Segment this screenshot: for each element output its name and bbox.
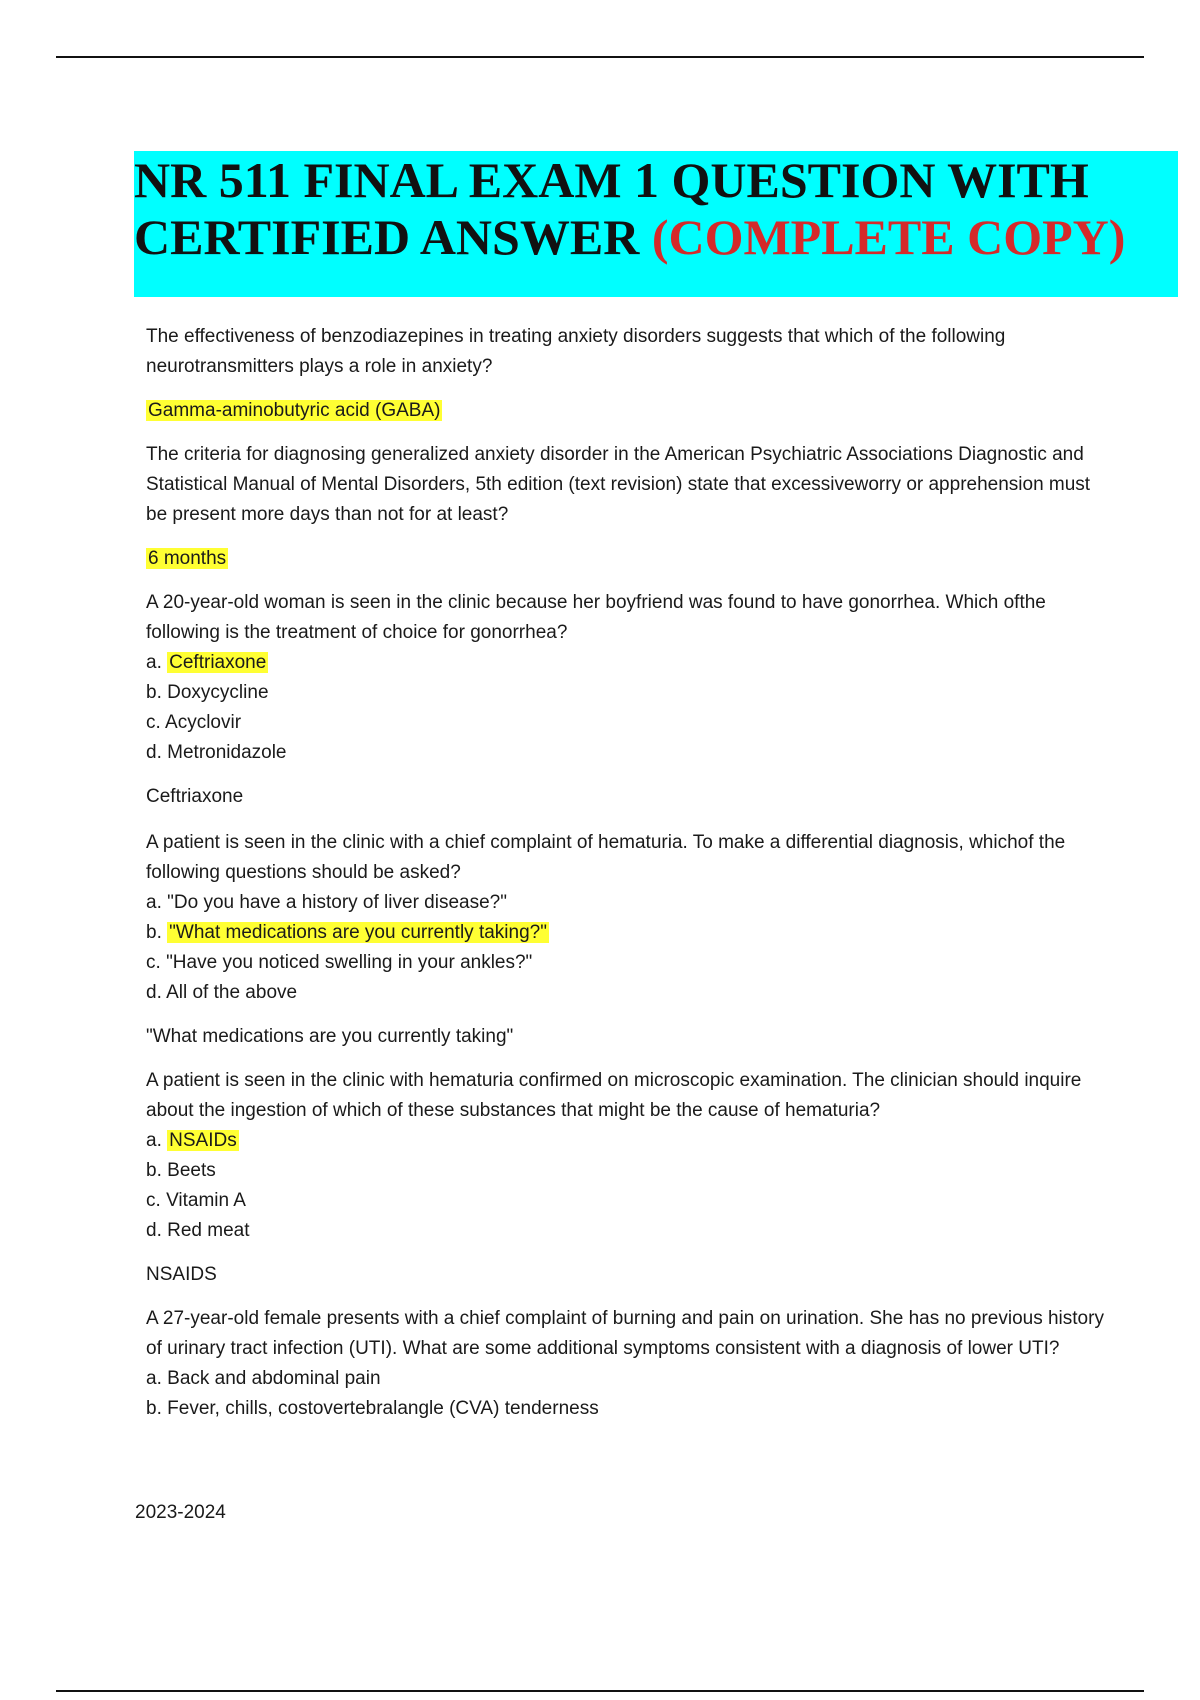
answer-text [146, 544, 1106, 574]
option-text-highlighted: Ceftriaxone [169, 652, 267, 673]
answer-text: "What medications are you currently taking" [146, 1026, 514, 1047]
option-item [146, 648, 1106, 678]
option-letter: b. [146, 682, 162, 703]
option-text: Beets [167, 1160, 216, 1181]
footer-year: 2023-2024 [135, 1502, 226, 1523]
document-title [134, 152, 1184, 266]
bottom-rule [56, 1690, 1144, 1692]
option-text: "Have you noticed swelling in your ankles?" [166, 952, 533, 973]
option-letter: d. [146, 1220, 162, 1241]
option-text: All of the above [166, 982, 298, 1003]
option-text: Doxycycline [167, 682, 269, 703]
option-item [146, 1216, 1106, 1246]
answer-text: Ceftriaxone [146, 786, 244, 807]
option-item [146, 888, 1106, 918]
option-letter: c. [146, 712, 161, 733]
option-text: Acyclovir [165, 712, 242, 733]
option-item [146, 1186, 1106, 1216]
option-text: Back and abdominal pain [167, 1368, 381, 1389]
option-letter: b. [146, 922, 162, 943]
option-item [146, 978, 1106, 1008]
option-text-highlighted: NSAIDs [169, 1130, 237, 1151]
option-item [146, 1126, 1106, 1156]
option-item [146, 1156, 1106, 1186]
answer-text [146, 396, 1106, 426]
option-letter: a. [146, 892, 162, 913]
question-text: A 20-year-old woman is seen in the clinic because her boyfriend was found to have gonorrhea. Which ofthe following is the treatment of choice for gonorrhea? [146, 592, 1046, 643]
option-letter: b. [146, 1398, 162, 1419]
question-text: The criteria for diagnosing generalized anxiety disorder in the American Psychiatric Associations Diagnostic and Statistical Manual of Mental Disorders, 5th edition (text revision) state that excessiveworry or apprehension must be present more days than not for at least? [146, 444, 1091, 525]
option-item [146, 918, 1106, 948]
option-item [146, 1364, 1106, 1394]
option-item [146, 738, 1106, 768]
top-rule [56, 56, 1144, 58]
question-list [146, 322, 1106, 1424]
option-item [146, 678, 1106, 708]
option-letter: c. [146, 1190, 161, 1211]
answer-text: NSAIDS [146, 1264, 217, 1285]
option-letter: d. [146, 742, 162, 763]
question-text: A patient is seen in the clinic with hematuria confirmed on microscopic examination. The clinician should inquire about the ingestion of which of these substances that might be the cause of hematuria? [146, 1070, 1082, 1121]
title-accent: (COMPLETE COPY) [651, 209, 1126, 265]
option-text: Metronidazole [167, 742, 287, 763]
question-text: The effectiveness of benzodiazepines in treating anxiety disorders suggests that which of the following neurotransmitters plays a role in anxiety? [146, 326, 1006, 377]
option-text: "Do you have a history of liver disease?" [167, 892, 507, 913]
option-item [146, 948, 1106, 978]
question-text: A patient is seen in the clinic with a chief complaint of hematuria. To make a differential diagnosis, whichof the following questions should be asked? [146, 832, 1066, 883]
question-text: A 27-year-old female presents with a chief complaint of burning and pain on urination. She has no previous history of urinary tract infection (UTI). What are some additional symptoms consistent with a diagnosis of lower UTI? [146, 1308, 1104, 1359]
option-text: Vitamin A [166, 1190, 246, 1211]
option-letter: a. [146, 1130, 162, 1151]
option-text: Red meat [167, 1220, 250, 1241]
title-line-1: NR 511 FINAL EXAM 1 QUESTION WITH [134, 152, 1089, 208]
option-letter: d. [146, 982, 162, 1003]
option-text: Fever, chills, costovertebralangle (CVA) tenderness [167, 1398, 599, 1419]
option-letter: a. [146, 1368, 162, 1389]
option-letter: c. [146, 952, 161, 973]
option-item [146, 708, 1106, 738]
option-text-highlighted: "What medications are you currently taking?" [169, 922, 547, 943]
answer-highlight: Gamma-aminobutyric acid (GABA) [148, 400, 441, 421]
option-letter: b. [146, 1160, 162, 1181]
answer-highlight: 6 months [148, 548, 227, 569]
option-letter: a. [146, 652, 162, 673]
title-line-2: CERTIFIED ANSWER [134, 209, 652, 265]
option-item [146, 1394, 1106, 1424]
